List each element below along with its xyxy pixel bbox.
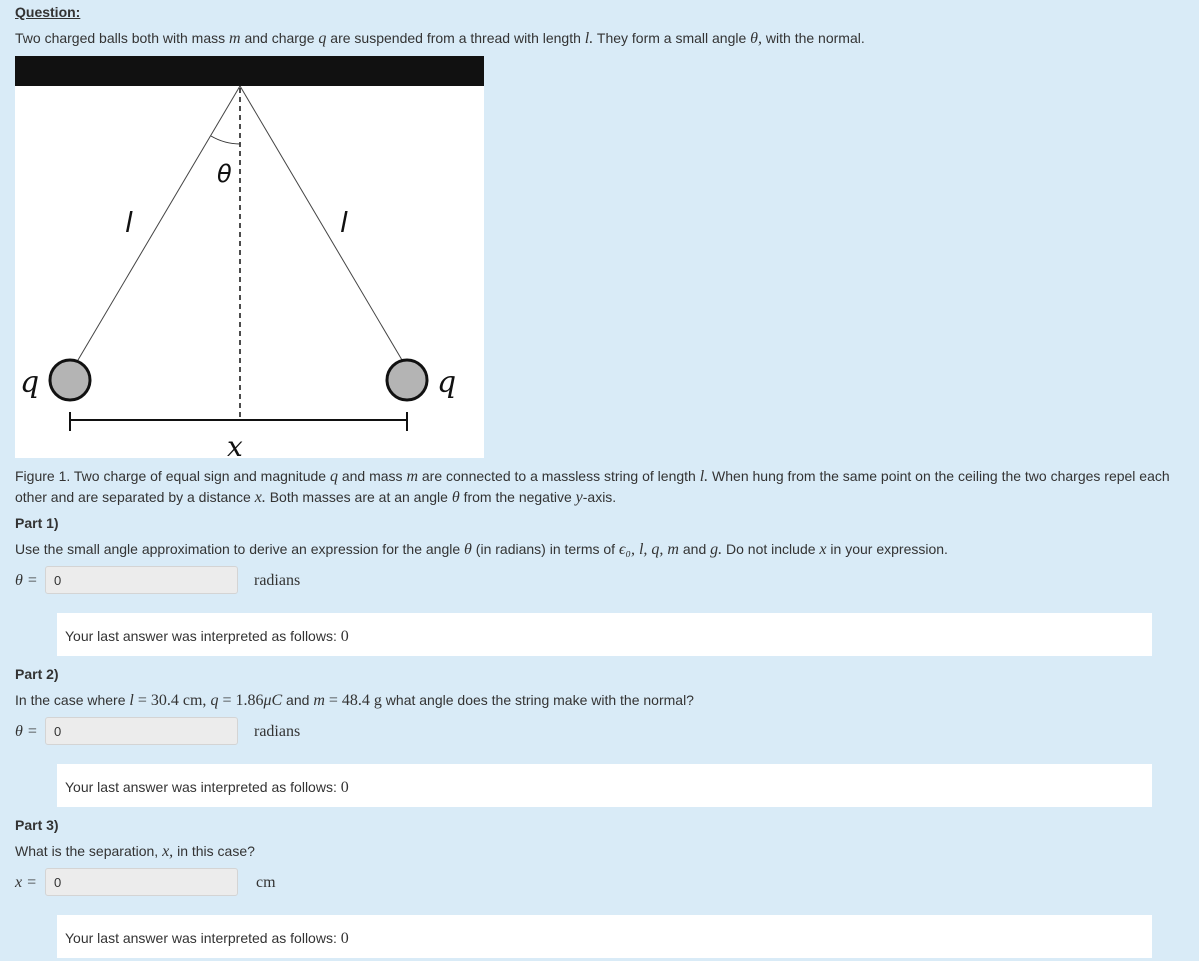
var-q: q: [318, 30, 327, 47]
var-m: m: [313, 692, 325, 709]
var-g: g.: [710, 541, 723, 558]
caption-text: are connected to a massless string of length: [418, 468, 700, 484]
var-x: x.: [254, 489, 266, 506]
right-charge-ball: [387, 360, 427, 400]
prompt-text: and: [678, 541, 711, 557]
part1-var-label: θ =: [15, 572, 38, 589]
part2-var-label: θ =: [15, 723, 38, 740]
part2-unit: radians: [254, 723, 301, 740]
caption-text: from the negative: [459, 489, 576, 505]
var-q: q: [329, 468, 338, 485]
left-string: [78, 86, 240, 360]
var-l: l: [129, 692, 134, 709]
feedback-label: Your last answer was interpreted as follows:: [65, 930, 341, 946]
prompt-text: In the case where: [15, 692, 130, 708]
var-theta: θ: [451, 489, 460, 506]
left-charge-ball: [50, 360, 90, 400]
feedback-label: Your last answer was interpreted as follows:: [65, 779, 341, 795]
prompt-text: Use the small angle approximation to derive an expression for the angle: [15, 541, 465, 557]
var-theta: θ: [464, 541, 472, 558]
value-l: = 30.4 cm,: [133, 692, 211, 709]
part1-feedback: [57, 613, 1152, 656]
feedback-value: 0: [340, 628, 349, 645]
right-string: [240, 86, 402, 360]
right-charge-label: q: [437, 365, 457, 400]
caption-text: When hung from the same point on the ceiling the two charges repel each other and are separated by a distance: [15, 468, 1170, 505]
caption-text: Figure 1. Two charge of equal sign and magnitude: [15, 468, 330, 484]
part1-heading: Part 1): [15, 515, 59, 531]
intro-text: Two charged balls both with mass: [15, 30, 229, 46]
part1-unit: radians: [254, 572, 301, 589]
intro-text: are suspended from a thread with length: [326, 30, 585, 46]
feedback-text: [65, 628, 349, 646]
left-length-label: l: [125, 206, 133, 239]
var-l: l.: [699, 468, 709, 485]
part3-unit: cm: [256, 874, 276, 891]
question-text: [15, 30, 865, 48]
ceiling: [15, 56, 484, 86]
var-theta: θ,: [750, 30, 763, 47]
feedback-value: 0: [340, 930, 349, 947]
part3-prompt: [15, 843, 255, 861]
left-charge-label: q: [20, 365, 40, 400]
part1-answer-input[interactable]: [45, 566, 238, 594]
intro-text: with the normal.: [762, 30, 865, 46]
feedback-label: Your last answer was interpreted as follows:: [65, 628, 341, 644]
var-y: y: [575, 489, 583, 506]
prompt-text: what angle does the string make with the normal?: [381, 692, 694, 708]
part1-prompt: [15, 541, 948, 559]
caption-text: -axis.: [582, 489, 617, 505]
part3-heading: Part 3): [15, 817, 59, 833]
prompt-text: (in radians) in terms of: [471, 541, 619, 557]
var-x: x: [819, 541, 827, 558]
figure-caption: [15, 466, 1180, 508]
part2-feedback: [57, 764, 1152, 807]
var-m: m: [406, 468, 418, 485]
value-m: = 48.4 g: [324, 692, 382, 709]
theta-label: θ: [217, 160, 232, 188]
part3-var-label: x =: [15, 874, 37, 891]
caption-text: Both masses are at an angle: [265, 489, 452, 505]
var-m: m: [229, 30, 241, 47]
prompt-text: and: [282, 692, 314, 708]
unit-microcoulomb: μC: [263, 692, 283, 709]
var-q: q: [210, 692, 219, 709]
figure-1-diagram: [15, 56, 484, 458]
caption-text: and mass: [337, 468, 407, 484]
prompt-text: in your expression.: [826, 541, 948, 557]
feedback-text: [65, 779, 349, 797]
part3-answer-input[interactable]: [45, 868, 238, 896]
intro-text: and charge: [240, 30, 319, 46]
pendulum-diagram: [15, 56, 484, 458]
part3-feedback: [57, 915, 1152, 958]
value-q: = 1.86: [218, 692, 264, 709]
part2-heading: Part 2): [15, 666, 59, 682]
part2-answer-input[interactable]: [45, 717, 238, 745]
var-list: ϵ₀, l, q, m: [618, 541, 679, 558]
right-length-label: l: [340, 206, 348, 239]
part2-prompt: [15, 692, 694, 710]
feedback-value: 0: [340, 779, 349, 796]
var-l: l.: [584, 30, 594, 47]
prompt-text: in this case?: [173, 843, 255, 859]
separation-label: x: [227, 430, 243, 458]
var-x: x,: [162, 843, 174, 860]
intro-text: They form a small angle: [593, 30, 751, 46]
question-heading: Question:: [15, 4, 81, 20]
angle-arc: [211, 136, 240, 144]
prompt-text: Do not include: [722, 541, 820, 557]
prompt-text: What is the separation,: [15, 843, 163, 859]
feedback-text: [65, 930, 349, 948]
